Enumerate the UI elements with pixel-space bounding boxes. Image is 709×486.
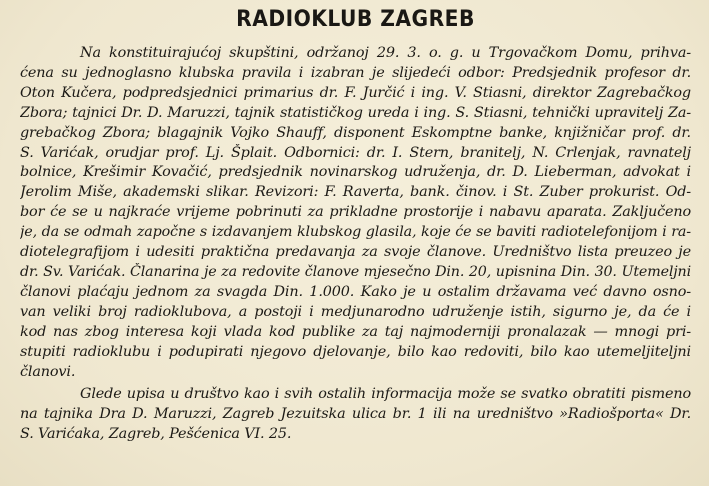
text-line: bolnice, Krešimir Kovačić, predsjednik novinarskog udruženja, dr. D. Lieberman, advokat i	[20, 164, 691, 181]
text-line: na tajnika Dra D. Maruzzi, Zagreb Jezuitska ulica br. 1 ili na uredništvo »Radiošporta« Dr.	[20, 406, 691, 423]
text-line: je, da se odmah započne s izdavanjem klubskog glasila, koje će se baviti radiotelefonijom i ra-	[20, 224, 691, 241]
text-line: S. Varićak, orudjar prof. Lj. Šplait. Odbornici: dr. I. Stern, branitelj, N. Crlenjak, ravnatelj	[20, 144, 691, 161]
paragraph-2	[20, 385, 691, 445]
text-line: Na konstituirajućoj skupštini, održanoj 29. 3. o. g. u Trgovačkom Domu, prihva-	[80, 45, 691, 61]
text-line: stupiti radioklubu i podupirati njegovo djelovanje, bilo kao redoviti, bilo kao utemeljitelјni	[20, 343, 691, 360]
paragraph-1	[20, 44, 691, 382]
text-line: diotelegrafijom i udesiti praktična predavanja za svoje članove. Uredništvo lista preuzeo je	[20, 244, 691, 261]
text-line: članovi.	[20, 363, 76, 380]
text-line: Zbora; tajnici Dr. D. Maruzzi, tajnik statističkog ureda i ing. S. Stiasni, tehnički upravitelj Za-	[20, 104, 691, 121]
text-line: dr. Sv. Varićak. Članarina je za redovite članove mjesečno Din. 20, upisnina Din. 30. Utemeljni	[20, 263, 691, 280]
text-line: S. Varićaka, Zagreb, Pešćenica VI. 25.	[20, 426, 292, 443]
text-line: van veliki broj radioklubova, a postoji i medjunarodno udruženje istih, sigurno je, da će i	[20, 303, 691, 320]
page-title: RADIOKLUB ZAGREB	[236, 7, 475, 32]
text-line: grebačkog Zbora; blagajnik Vojko Shauff, disponent Eskomptne banke, knjižničar prof. dr.	[20, 124, 691, 141]
text-line: ćena su jednoglasno klubska pravila i izabran je slijedeći odbor: Predsjednik profesor dr.	[20, 64, 691, 81]
text-line: Jerolim Miše, akademski slikar. Revizori: F. Raverta, bank. činov. i St. Zuber prokurist. Od-	[20, 184, 691, 201]
text-line: kod nas zbog interesa koji vlada kod publike za taj najmoderniji pronalazak — mnogi pri-	[20, 323, 691, 340]
text-line: bor će se u najkraće vrijeme pobrinuti za prikladne prostorije i nabavu aparata. Zaključeno	[20, 204, 691, 221]
text-line: Oton Kučera, podpredsjednici primarius dr. F. Jurčić i ing. V. Stiasni, direktor Zagrebačkog	[20, 84, 691, 101]
text-line: Glede upisa u društvo kao i svih ostalih informacija može se svatko obratiti pismeno	[80, 386, 691, 403]
text-line: članovi plaćaju jednom za svagda Din. 1.000. Kako je u ostalim državama već davno osno-	[20, 283, 691, 300]
